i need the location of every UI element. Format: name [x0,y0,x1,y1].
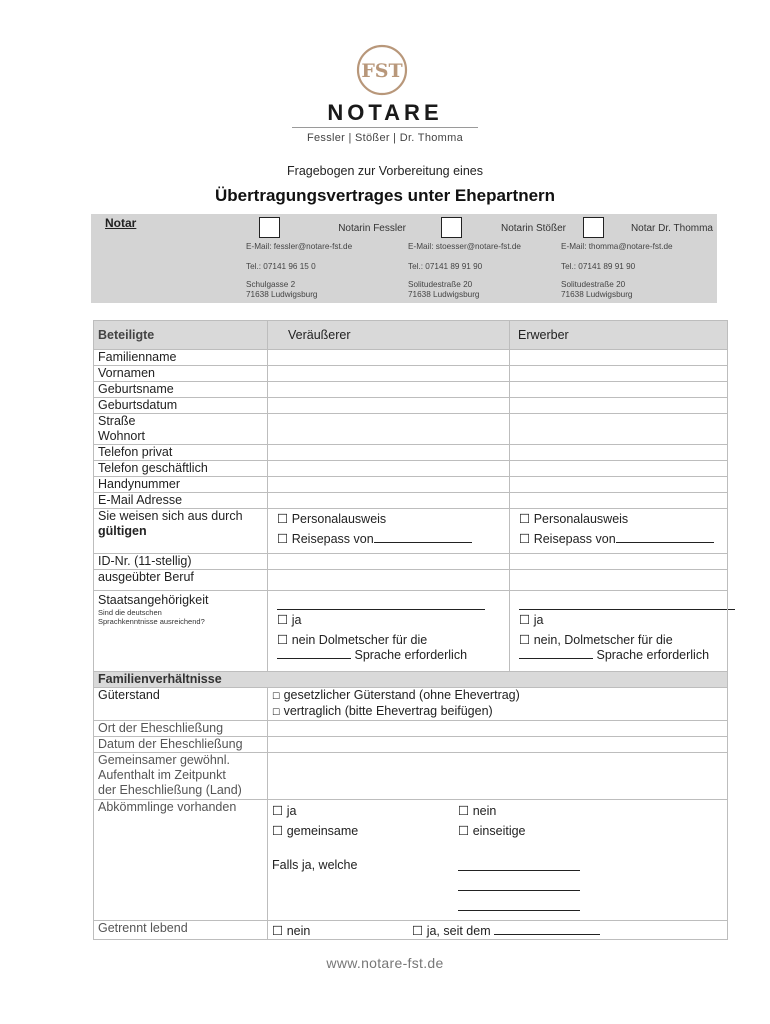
checkbox-personalausweis-erwerber[interactable]: ☐ Personalausweis [519,512,629,526]
notar-street: Solitudestraße 20 [408,280,473,289]
footer-url[interactable]: www.notare-fst.de [326,955,444,971]
input-id-nr-veraeusserer[interactable] [268,554,510,570]
abkoemmlinge-options [268,800,728,921]
input-geburtsname-erwerber[interactable] [510,382,728,398]
label-telefon-privat: Telefon privat [94,445,268,461]
notar-option-fessler [246,214,406,303]
table-header-row [94,321,728,350]
label-getrennt: Getrennt lebend [94,921,268,940]
input-welche-3[interactable] [458,896,580,911]
checkbox-personalausweis-veraeusserer[interactable]: ☐ Personalausweis [277,512,387,526]
input-beruf-erwerber[interactable] [510,570,728,591]
input-datum-eheschliessung[interactable] [268,737,728,753]
notar-street: Schulgasse 2 [246,280,296,289]
staatsangehoerigkeit-veraeusserer [268,591,510,672]
input-welche-1[interactable] [458,856,580,871]
brand-partners: Fessler | Stößer | Dr. Thomma [306,132,464,144]
input-ort-eheschliessung[interactable] [268,721,728,737]
sprache-hint-b: Sprachkenntnisse ausreichend? [98,617,205,626]
checkbox-dolmetscher-erwerber[interactable]: ☐ nein, Dolmetscher für die Sprache erforderlich [519,633,710,662]
input-geburtsname-veraeusserer[interactable] [268,382,510,398]
input-email-veraeusserer[interactable] [268,493,510,509]
checkbox-sprache-ja-veraeusserer[interactable]: ☐ ja [277,613,302,627]
label-geburtsdatum: Geburtsdatum [94,398,268,414]
header-erwerber: Erwerber [510,321,728,350]
input-handynummer-erwerber[interactable] [510,477,728,493]
input-telefon-geschaeftlich-veraeusserer[interactable] [268,461,510,477]
input-telefon-privat-veraeusserer[interactable] [268,445,510,461]
notar-name: Notarin Fessler [338,223,406,234]
fst-logo [356,44,408,96]
input-telefon-geschaeftlich-erwerber[interactable] [510,461,728,477]
input-handynummer-veraeusserer[interactable] [268,477,510,493]
sprache-hint-a: Sind die deutschen [98,608,162,617]
input-telefon-privat-erwerber[interactable] [510,445,728,461]
input-vornamen-veraeusserer[interactable] [268,366,510,382]
checkbox-abk-ja[interactable]: ☐ ja [272,804,297,818]
notar-city: 71638 Ludwigsburg [561,290,633,299]
notar-email: E-Mail: thomma@notare-fst.de [561,242,673,251]
notar-name: Notar Dr. Thomma [630,223,713,234]
notar-option-stoesser [408,214,568,303]
label-strasse-wohnort [94,414,268,445]
checkbox-abk-nein[interactable]: ☐ nein [458,804,497,818]
label-gueterstand: Güterstand [94,688,268,721]
notar-tel: Tel.: 07141 89 91 90 [561,262,636,271]
input-adresse-veraeusserer[interactable] [268,414,510,445]
form-title: Übertragungsvertrages unter Ehepartnern [214,186,556,205]
label-beruf: ausgeübter Beruf [94,570,268,591]
checkbox-reisepass-erwerber[interactable]: ☐ Reisepass von [519,529,723,549]
label-id-nr: ID-Nr. (11-stellig) [94,554,268,570]
notar-email: E-Mail: fessler@notare-fst.de [246,242,353,251]
label-telefon-geschaeftlich: Telefon geschäftlich [94,461,268,477]
label-staatsangehoerigkeit-text: Staatsangehörigkeit [98,593,209,607]
logo-text: FST [361,60,403,82]
notar-name: Notarin Stößer [500,223,566,234]
label-handynummer: Handynummer [94,477,268,493]
ausweis-veraeusserer [268,509,510,554]
getrennt-options [268,921,728,940]
checkbox-getrennt-ja[interactable]: ☐ ja, seit dem [412,924,600,939]
questionnaire-table [93,320,728,940]
input-beruf-veraeusserer[interactable] [268,570,510,591]
label-ausweis [94,509,268,554]
notar-label: Notar [105,216,137,230]
notar-option-thomma [561,214,713,303]
notar-tel: Tel.: 07141 96 15 0 [246,262,316,271]
header-beteiligte: Beteiligte [94,321,268,350]
input-geburtsdatum-erwerber[interactable] [510,398,728,414]
input-welche-2[interactable] [458,876,580,891]
checkbox-dolmetscher-veraeusserer[interactable]: ☐ nein Dolmetscher für die Sprache erforderlich [277,633,468,662]
input-email-erwerber[interactable] [510,493,728,509]
label-aufenthalt: Gemeinsamer gewöhnl. Aufenthalt im Zeitpunkt der Eheschließung (Land) [94,753,268,800]
input-staatsangehoerigkeit-veraeusserer[interactable] [277,591,485,610]
label-staatsangehoerigkeit [94,591,268,672]
staatsangehoerigkeit-erwerber [510,591,728,672]
notar-email: E-Mail: stoesser@notare-fst.de [408,242,521,251]
input-vornamen-erwerber[interactable] [510,366,728,382]
label-ort-eheschliessung: Ort der Eheschließung [94,721,268,737]
section-familienverhaeltnisse: Familienverhältnisse [94,672,728,688]
notar-city: 71638 Ludwigsburg [246,290,318,299]
input-familienname-erwerber[interactable] [510,350,728,366]
gueterstand-options [268,688,728,721]
notar-street: Solitudestraße 20 [561,280,626,289]
checkbox-sprache-ja-erwerber[interactable]: ☐ ja [519,613,544,627]
checkbox-abk-gemeinsame[interactable]: ☐ gemeinsame [272,824,359,838]
input-familienname-veraeusserer[interactable] [268,350,510,366]
label-ausweis-b: gültigen [98,524,147,538]
label-wohnort: Wohnort [98,429,146,443]
label-datum-eheschliessung: Datum der Eheschließung [94,737,268,753]
checkbox-gesetzlich[interactable]: ☐ gesetzlicher Güterstand (ohne Ehevertrag) [272,688,520,702]
header-veraeusserer: Veräußerer [268,321,510,350]
label-familienname: Familienname [94,350,268,366]
input-id-nr-erwerber[interactable] [510,554,728,570]
label-abkoemmlinge: Abkömmlinge vorhanden [94,800,268,921]
input-adresse-erwerber[interactable] [510,414,728,445]
notar-selection [91,214,717,303]
ausweis-erwerber [510,509,728,554]
label-falls-ja: Falls ja, welche [272,858,358,872]
label-vornamen: Vornamen [94,366,268,382]
label-strasse: Straße [98,414,136,428]
brand-divider [292,127,478,128]
brand-name: NOTARE [327,100,443,125]
notar-checkbox-thomma[interactable] [583,217,604,238]
notar-checkbox-stoesser[interactable] [441,217,462,238]
notar-tel: Tel.: 07141 89 91 90 [408,262,483,271]
checkbox-getrennt-nein[interactable]: ☐ nein [272,924,311,938]
checkbox-reisepass-veraeusserer[interactable]: ☐ Reisepass von [277,529,505,549]
notar-city: 71638 Ludwigsburg [408,290,480,299]
label-ausweis-a: Sie weisen sich aus durch [98,509,243,523]
input-aufenthalt[interactable] [268,753,728,800]
checkbox-abk-einseitige[interactable]: ☐ einseitige [458,824,526,838]
label-geburtsname: Geburtsname [94,382,268,398]
input-geburtsdatum-veraeusserer[interactable] [268,398,510,414]
label-email: E-Mail Adresse [94,493,268,509]
input-staatsangehoerigkeit-erwerber[interactable] [519,591,735,610]
notar-checkbox-fessler[interactable] [259,217,280,238]
form-pretitle: Fragebogen zur Vorbereitung eines [287,164,483,178]
checkbox-vertraglich[interactable]: ☐ vertraglich (bitte Ehevertrag beifügen) [272,704,493,718]
